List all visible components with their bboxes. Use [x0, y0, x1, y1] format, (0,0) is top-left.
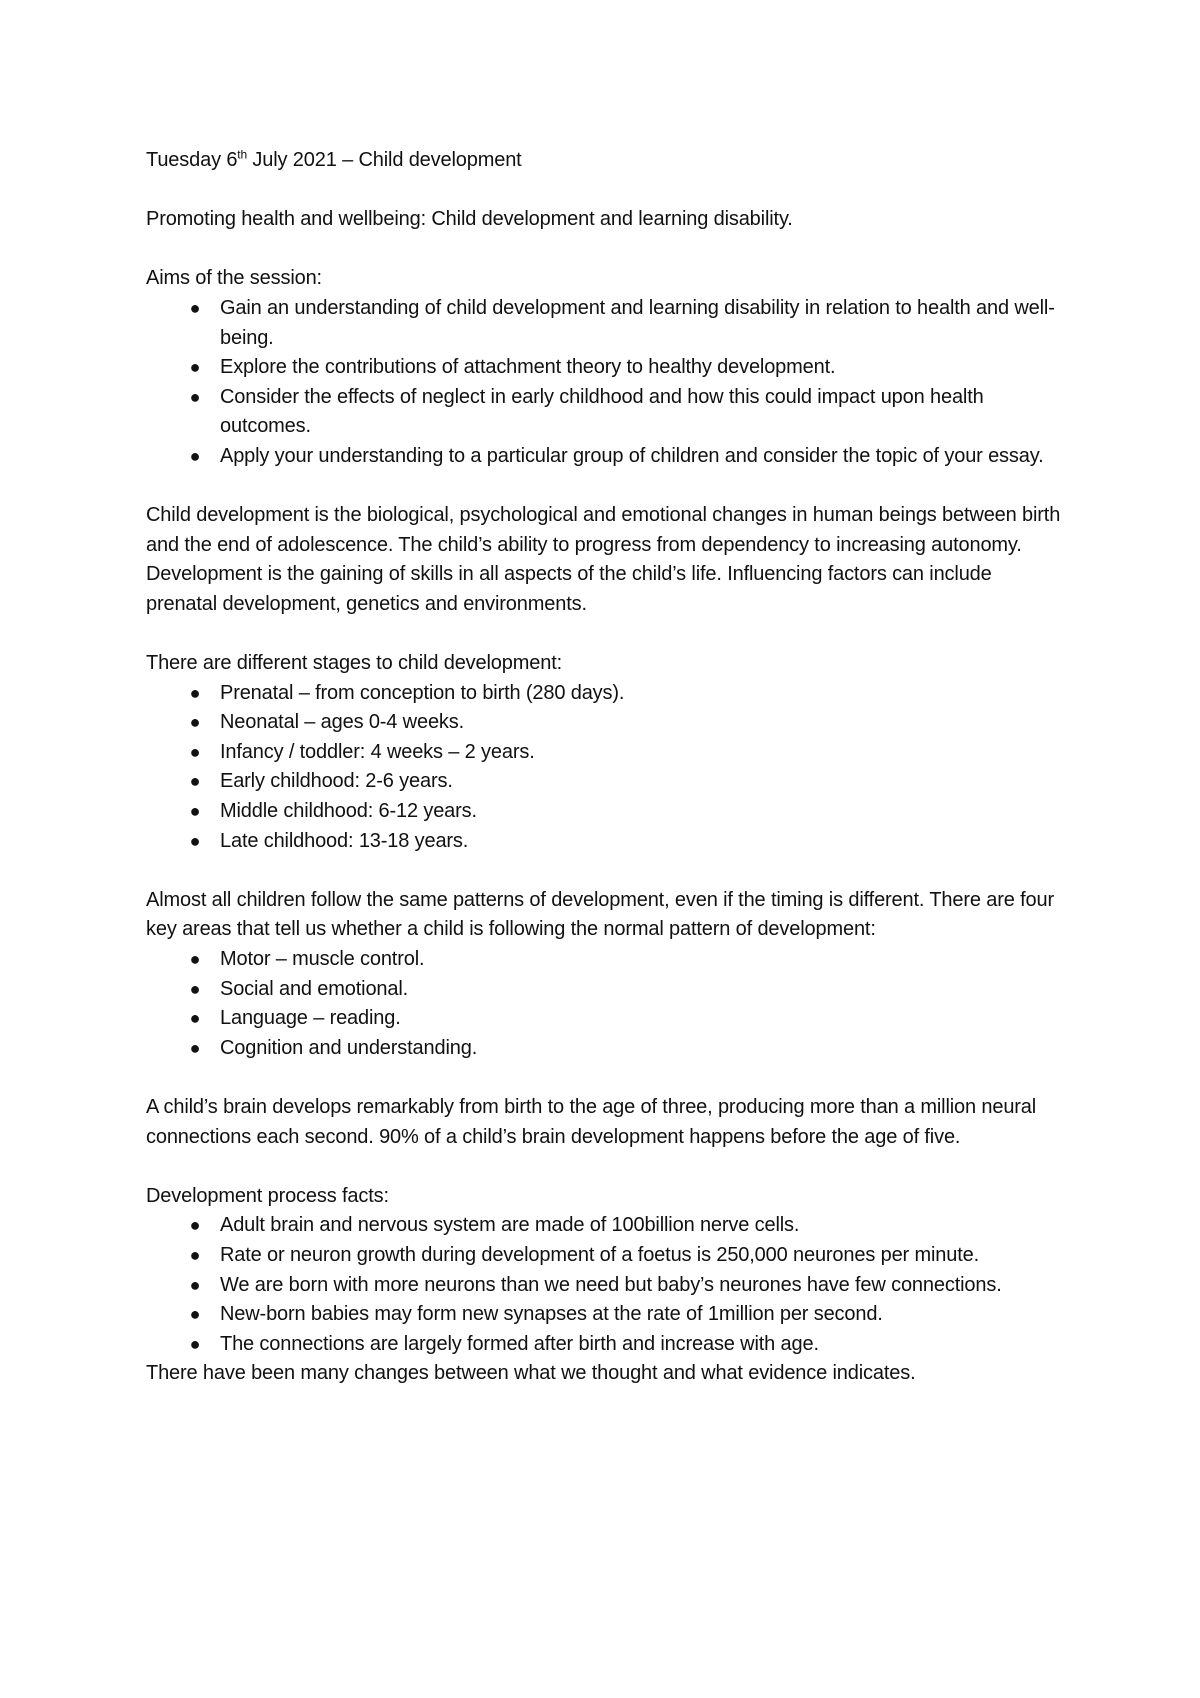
list-item: ● Early childhood: 2-6 years. — [146, 767, 1066, 797]
page-title: Tuesday 6th July 2021 – Child development — [146, 147, 522, 171]
bullet-icon: ● — [189, 1215, 201, 1236]
list-item: ● Gain an understanding of child development and learning disability in relation to health and well-being. — [146, 294, 1066, 353]
list-item: ● We are born with more neurons than we need but baby’s neurones have few connections. — [146, 1271, 1066, 1301]
bullet-icon: ● — [189, 830, 201, 851]
document-page — [146, 146, 1066, 1389]
facts-heading: Development process facts: — [146, 1184, 389, 1207]
bullet-icon: ● — [189, 771, 201, 792]
patterns-heading: Almost all children follow the same patterns of development, even if the timing is different. There are four key areas that tell us whether a child is following the normal pattern of development: — [146, 888, 1054, 941]
list-item: ● Neonatal – ages 0-4 weeks. — [146, 708, 1066, 738]
list-item: ● Infancy / toddler: 4 weeks – 2 years. — [146, 738, 1066, 768]
aims-list — [146, 294, 1066, 472]
bullet-icon: ● — [189, 682, 201, 703]
bullet-icon: ● — [189, 297, 201, 318]
stages-heading: There are different stages to child development: — [146, 652, 563, 675]
subtitle: Promoting health and wellbeing: Child development and learning disability. — [146, 208, 793, 231]
list-item: ● Language – reading. — [146, 1004, 1066, 1034]
bullet-icon: ● — [189, 978, 201, 999]
bullet-icon: ● — [189, 386, 201, 407]
list-item: ● Apply your understanding to a particular group of children and consider the topic of your essay. — [146, 442, 1066, 472]
bullet-icon: ● — [189, 1333, 201, 1354]
bullet-icon: ● — [189, 445, 201, 466]
list-item: ● Late childhood: 13-18 years. — [146, 827, 1066, 857]
bullet-icon: ● — [189, 1274, 201, 1295]
list-item: ● Social and emotional. — [146, 975, 1066, 1005]
list-item: ● Cognition and understanding. — [146, 1034, 1066, 1064]
list-item: ● Adult brain and nervous system are made of 100billion nerve cells. — [146, 1211, 1066, 1241]
list-item: ● Explore the contributions of attachment theory to healthy development. — [146, 353, 1066, 383]
aims-heading: Aims of the session: — [146, 267, 322, 290]
bullet-icon: ● — [189, 357, 201, 378]
list-item: ● The connections are largely formed after birth and increase with age. — [146, 1330, 1066, 1360]
definition-paragraph: Child development is the biological, psychological and emotional changes in human beings between birth and the end of adolescence. The child’s ability to progress from dependency to increasing autonomy. Development is the gaining of skills in all aspects of the child’s life. Influencing factors can include prenatal development, genetics and environments. — [146, 504, 1061, 615]
list-item: ● Prenatal – from conception to birth (280 days). — [146, 679, 1066, 709]
bullet-icon: ● — [189, 1244, 201, 1265]
bullet-icon: ● — [189, 712, 201, 733]
list-item: ● Rate or neuron growth during development of a foetus is 250,000 neurones per minute. — [146, 1241, 1066, 1271]
list-item: ● Motor – muscle control. — [146, 945, 1066, 975]
bullet-icon: ● — [189, 741, 201, 762]
bullet-icon: ● — [189, 801, 201, 822]
bullet-icon: ● — [189, 1037, 201, 1058]
patterns-list — [146, 945, 1066, 1063]
title-superscript: th — [237, 147, 248, 162]
list-item: ● New-born babies may form new synapses at the rate of 1million per second. — [146, 1300, 1066, 1330]
list-item: ● Consider the effects of neglect in early childhood and how this could impact upon health outcomes. — [146, 383, 1066, 442]
facts-list — [146, 1211, 1066, 1359]
stages-list — [146, 679, 1066, 857]
closing-paragraph: There have been many changes between what we thought and what evidence indicates. — [146, 1362, 916, 1385]
brain-paragraph: A child’s brain develops remarkably from birth to the age of three, producing more than a million neural connections each second. 90% of a child’s brain development happens before the age of five. — [146, 1096, 1037, 1148]
list-item: ● Middle childhood: 6-12 years. — [146, 797, 1066, 827]
bullet-icon: ● — [189, 949, 201, 970]
bullet-icon: ● — [189, 1304, 201, 1325]
bullet-icon: ● — [189, 1008, 201, 1029]
